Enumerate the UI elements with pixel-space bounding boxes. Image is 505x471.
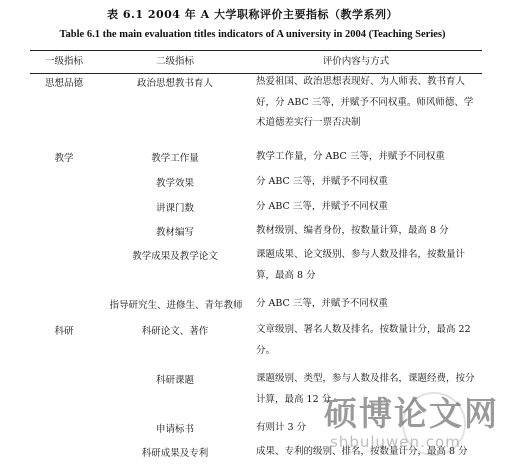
row-content: 文章级别、署名人数及排名。按数量计分，最高 22 分。: [256, 324, 471, 356]
watermark-text: 硕博论文网: [324, 394, 499, 433]
table-title-english: Table 6.1 the main evaluation titles indicators of A university in 2004 (Teaching Series): [59, 29, 446, 40]
row-secondary: 教学效果: [155, 178, 194, 189]
row-secondary: 科研课题: [155, 375, 194, 386]
header-primary-indicator: 一级指标: [44, 56, 83, 67]
row-primary: 思想品德: [44, 78, 83, 89]
row-content: 课题级别、类型，参与人数及排名，课题经费，按分计算，最高 12 分: [256, 373, 475, 405]
row-secondary: 科研论文、著作: [141, 326, 209, 337]
row-secondary: 教材编写: [155, 227, 194, 238]
site-watermark: [318, 388, 505, 471]
row-content: 分 ABC 三等，并赋予不同权重: [256, 176, 388, 187]
row-primary: 科研: [54, 326, 74, 337]
row-secondary: 教学成果及教学论文: [132, 251, 218, 262]
header-secondary-indicator: 二级指标: [155, 56, 194, 67]
row-content: 教学工作量，分 ABC 三等，并赋予不同权重: [256, 151, 445, 162]
row-secondary: 教学工作量: [151, 153, 199, 164]
row-content: 热爱祖国、政治思想表现好、为人师表、教书育人好，分 ABC 三等，并赋予不同权重。师风师德、学术道德差实行一票否决制: [256, 76, 474, 128]
row-content: 教材级别、编者身份，按数量计算，最高 8 分: [256, 225, 449, 236]
row-primary: 教学: [54, 153, 74, 164]
row-secondary: 申请标书: [155, 424, 194, 435]
row-content: 有则计 3 分: [256, 422, 307, 433]
row-secondary: 政治思想教书育人: [136, 78, 213, 89]
row-content: 分 ABC 三等，并赋予不同权重: [256, 298, 388, 309]
row-secondary: 指导研究生、进修生、青年教师: [109, 300, 243, 311]
table-top-rule: [30, 50, 482, 51]
row-secondary: 科研成果及专利: [141, 448, 209, 459]
row-content: 分 ABC 三等，并赋予不同权重: [256, 201, 388, 212]
row-content: 成果、专利的级别、排名，按数量计分，最高 8 分: [256, 446, 468, 457]
table-title-chinese: 表 6.1 2004 年 A 大学职称评价主要指标（教学系列）: [107, 8, 398, 21]
row-secondary: 讲课门数: [155, 203, 194, 214]
watermark-url: shbuluwen.com: [330, 433, 461, 451]
row-content: 课题成果、论文级别、参与人数及排名，按数量计算，最高 8 分: [256, 249, 466, 281]
header-evaluation-content: 评价内容与方式: [322, 56, 390, 67]
